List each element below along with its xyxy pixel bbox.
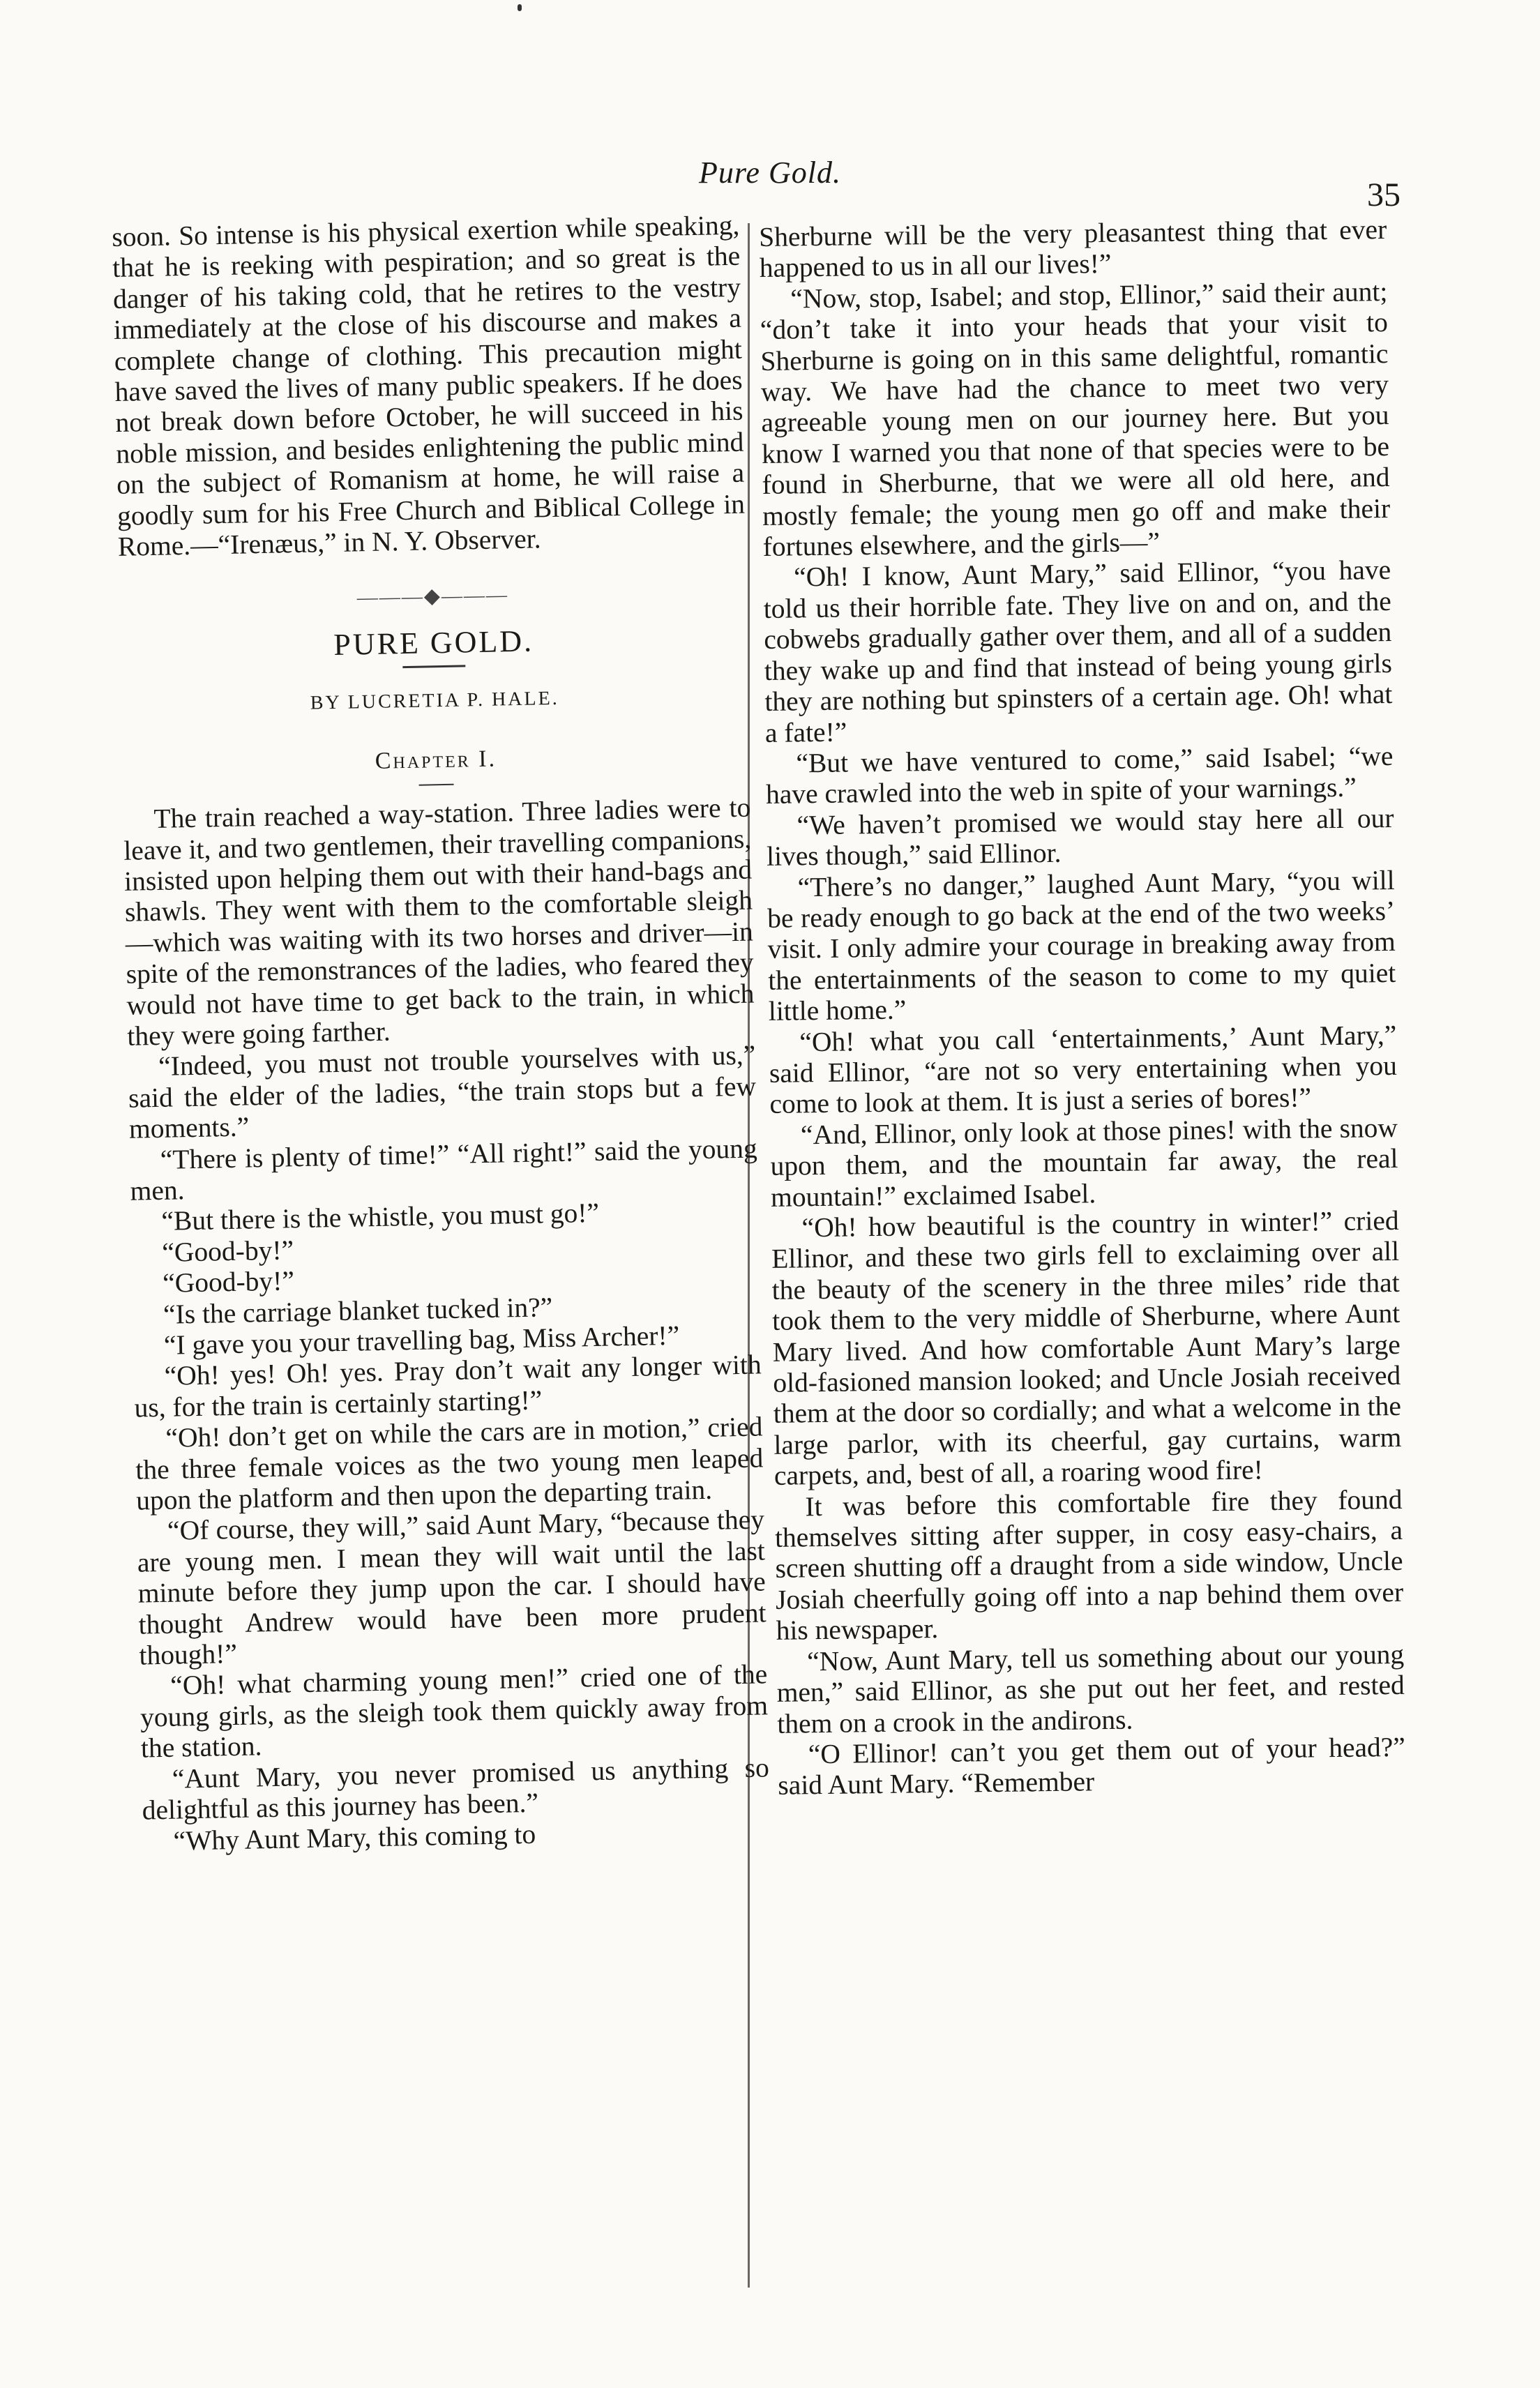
title-rule	[402, 665, 465, 669]
section-ornament: ———◆———	[356, 583, 509, 610]
story-title: PURE GOLD.	[333, 624, 534, 662]
paragraph: “And, Ellinor, only look at those pines! with the snow upon them, and the mountain far away, the real mountain!” exclaimed Isabel.	[770, 1112, 1398, 1213]
right-column	[759, 214, 1406, 1801]
paragraph: It was before this comfortable fire they found themselves sitting after supper, in cosy easy-chairs, a screen shutting off a draught from a side window, Uncle Josiah cheerfully going off into a nap behind them over his newspaper.	[774, 1483, 1404, 1647]
paragraph: “Of course, they will,” said Aunt Mary, “because they are young men. I mean they will wait until the last minute before they jump upon the car. I should have thought Andrew would have been more prudent though!”	[137, 1504, 767, 1671]
paragraph: “Oh! I know, Aunt Mary,” said Ellinor, “you have told us their horrible fate. They live on and on, and the cobwebs gradually gather over them, and all of a sudden they wake up and find that instead of being young girls they are nothing but spinsters of a certain age. Oh! what a fate!”	[763, 554, 1393, 748]
running-head: Pure Gold.	[699, 156, 841, 190]
paragraph: “Good-by!”	[161, 1234, 294, 1268]
paragraph: “Oh! yes! Oh! yes. Pray don’t wait any longer with us, for the train is certainly starting!”	[134, 1349, 762, 1423]
paragraph: “O Ellinor! can’t you get them out of your head?” said Aunt Mary. “Remember	[778, 1731, 1406, 1801]
page-number: 35	[1367, 176, 1401, 213]
paragraph: “But we have ventured to come,” said Isabel; “we have crawled into the web in spite of your warnings.”	[765, 740, 1394, 810]
paragraph: “Oh! what you call ‘entertainments,’ Aunt Mary,” said Ellinor, “are not so very entertaining when you come to look at them. It is just a series of bores!”	[769, 1019, 1398, 1120]
paragraph: “Now, stop, Isabel; and stop, Ellinor,” said their aunt; “don’t take it into your heads that your visit to Sherburne is going on in this same delightful, romantic way. We have had the chance to meet two very agreeable young men on our journey here. But you know I warned you that none of that species were to be found in Sherburne, that we were all old here, and mostly female; the young men go off and make their fortunes elsewhere, and the girls—”	[760, 275, 1391, 563]
byline: BY LUCRETIA P. HALE.	[310, 688, 559, 714]
continuation-paragraph: soon. So intense is his physical exertion while speaking, that he is reeking with pespiration; and so great is the danger of his taking cold, that he retires to the vestry immediately at the close of his discourse and makes a complete change of clothing. This precaution might have saved the lives of many public speakers. If he does not break down before October, he will succeed in his noble mission, and besides enlightening the public mind on the subject of Romanism at home, he will raise a goodly sum for his Free Church and Biblical College in Rome.—“Irenæus,” in N. Y. Observer.	[112, 209, 746, 562]
paragraph: “Aunt Mary, you never promised us anything so delightful as this journey has been.”	[142, 1752, 770, 1826]
paragraph: “Is the carriage blanket tucked in?”	[163, 1291, 553, 1330]
paragraph: Sherburne will be the very pleasantest thing that ever happened to us in all our lives!”	[759, 214, 1387, 284]
chapter-heading: Chapter I.	[375, 746, 497, 774]
paragraph: “We haven’t promised we would stay here all our lives though,” said Ellinor.	[766, 802, 1394, 872]
paragraph: “Oh! don’t get on while the cars are in motion,” cried the three female voices as the two young men leaped upon the platform and then upon the departing train.	[135, 1411, 764, 1516]
paragraph: “I gave you your travelling bag, Miss Archer!”	[163, 1320, 680, 1361]
paragraph: “There’s no danger,” laughed Aunt Mary, “you will be ready enough to go back at the end of the two weeks’ visit. I only admire your courage in breaking away from the entertainments of the season to come to my quiet little home.”	[767, 864, 1396, 1027]
paragraph: “There is plenty of time!” “All right!” said the young men.	[130, 1133, 758, 1207]
paragraph: The train reached a way-station. Three ladies were to leave it, and two gentlemen, their travelling companions, insisted upon helping them out with their hand-bags and shawls. They went with them to the comfortable sleigh—which was waiting with its two horses and driver—in spite of the remonstrances of the ladies, who feared they would not have time to get back to the train, in which they were going farther.	[123, 792, 755, 1052]
paragraph: “Oh! how beautiful is the country in winter!” cried Ellinor, and these two girls fell to exclaiming over all the beauty of the scenery in the three miles’ ride that took them to the very middle of Sherburne, where Aunt Mary lived. And how comfortable Aunt Mary’s large old-fasioned mansion looked; and Uncle Josiah received them at the door so cordially; and what a welcome in the large parlor, with its cheerful, gay curtains, warm carpets, and, best of all, a roaring wood fire!	[771, 1204, 1402, 1492]
paragraph: “Indeed, you must not trouble yourselves with us,” said the elder of the ladies, “the train stops but a few moments.”	[128, 1039, 757, 1144]
paragraph: “Good-by!”	[162, 1265, 295, 1299]
left-column	[112, 210, 771, 1857]
paragraph: “Oh! what charming young men!” cried one of the young girls, as the sleigh took them quickly away from the station.	[139, 1658, 769, 1764]
paragraph: “Now, Aunt Mary, tell us something about our young men,” said Ellinor, as she put out her feet, and rested them on a crook in the andirons.	[776, 1638, 1405, 1739]
chapter-rule	[419, 784, 454, 786]
ink-speck	[518, 4, 522, 11]
paragraph: “But there is the whistle, you must go!”	[161, 1197, 600, 1237]
paragraph: “Why Aunt Mary, this coming to	[173, 1818, 536, 1857]
